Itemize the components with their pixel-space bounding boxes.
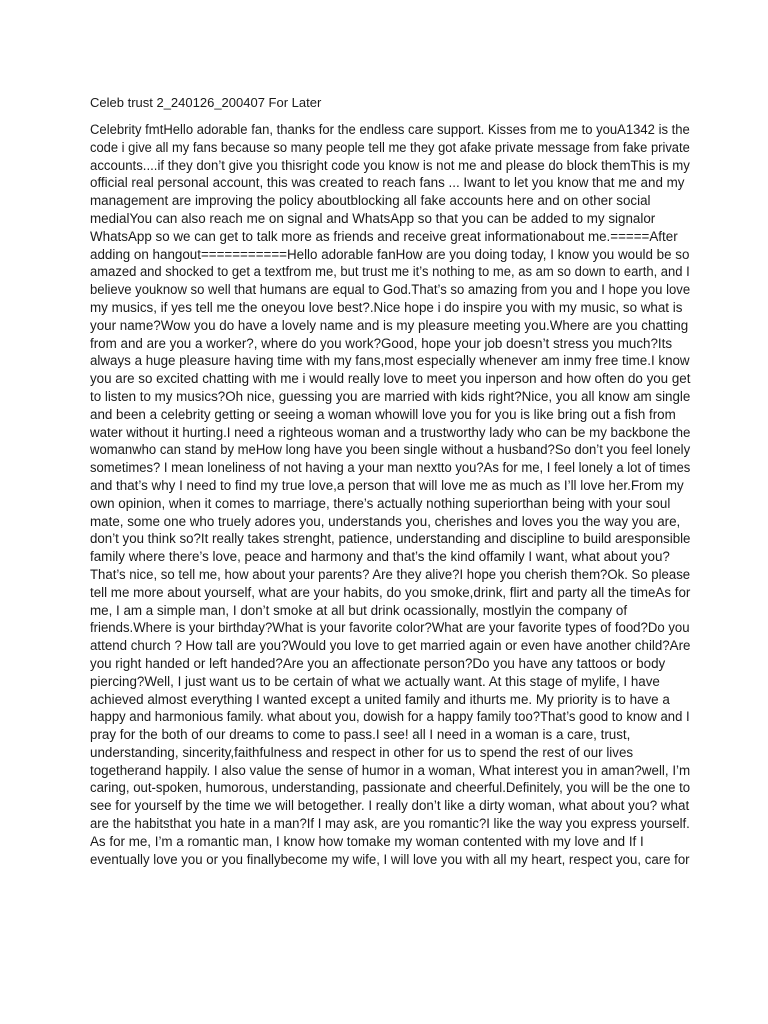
body-text-line: believe youknow so well that humans are equal to God.That’s so amazing from you and I hope you love bbox=[90, 282, 691, 298]
body-text-line: own opinion, when it comes to marriage, there’s actually nothing superiorthan being with your soul bbox=[90, 495, 671, 511]
body-text-line: togetherand happily. I also value the sense of humor in a woman, What interest you in aman?well, I’m bbox=[90, 762, 691, 778]
body-text-line: to listen to my musics?Oh nice, guessing you are married with kids right?Nice, you all know am single bbox=[90, 388, 691, 404]
body-text-line: water without it hurting.I need a righteous woman and a trustworthy lady who can be my backbone the bbox=[90, 424, 691, 440]
body-text-line: pray for the both of our dreams to come to pass.I see! all I need in a woman is a care, trust, bbox=[90, 727, 631, 743]
body-text-line: Celebrity fmtHello adorable fan, thanks for the endless care support. Kisses from me to youA1342 is the bbox=[90, 122, 690, 137]
body-text-line: attend church ? How tall are you?Would you love to get married again or even have another child?Are bbox=[90, 638, 691, 654]
document-title: Celeb trust 2_240126_200407 For Later bbox=[90, 95, 322, 110]
body-text-line: eventually love you or you finallybecome my wife, I will love you with all my heart, respect you, care for bbox=[90, 851, 690, 867]
body-text-line: That’s nice, so tell me, how about your parents? Are they alive?I hope you cherish them?Ok. So please bbox=[90, 566, 691, 582]
body-text-line: achieved almost everything I wanted except a united family and ithurts me. My priority is to have a bbox=[90, 691, 670, 707]
body-text-line: accounts....if they don’t give you thisright code you know is not me and please do block themThis is my bbox=[90, 157, 690, 173]
body-text-line: WhatsApp so we can get to talk more as friends and receive great informationabout me.=====After bbox=[90, 228, 678, 244]
body-text-line: always a huge pleasure having time with my fans,most especially whenever am inmy free time.I know bbox=[90, 353, 690, 369]
body-text-line: from and are you a worker?, where do you work?Good, hope your job doesn’t stress you much?Its bbox=[90, 335, 673, 351]
body-text-line: and been a celebrity getting or seeing a woman whowill love you for you is like bring out a fish from bbox=[90, 406, 676, 422]
body-text-line: are the habitsthat you hate in a man?If I may ask, are you romantic?I like the way you express yourself. bbox=[90, 816, 690, 832]
body-text-line: mate, some one who truely adores you, understands you, cherishes and loves you the way you are, bbox=[90, 513, 681, 529]
body-text-line: caring, out-spoken, humorous, understanding, passionate and cheerful.Definitely, you will be the one to bbox=[90, 780, 691, 796]
body-text-line: family where there’s love, peace and harmony and that’s the kind offamily I want, what about you? bbox=[90, 549, 670, 565]
body-text-line: code i give all my fans because so many people tell me they got afake private message from fake private bbox=[90, 139, 690, 155]
body-text-line: piercing?Well, I just want us to be certain of what we actually want. At this stage of mylife, I have bbox=[90, 673, 660, 689]
body-text-line: medialYou can also reach me on signal and WhatsApp so that you can be added to my signalor bbox=[90, 210, 656, 226]
body-text-line: sometimes? I mean loneliness of not having a your man nextto you?As for me, I feel lonely a lot of times bbox=[90, 460, 691, 476]
body-text-line: and that’s why I need to find my true love,a person that will love me as much as I’ll love her.From my bbox=[90, 477, 684, 493]
body-text-line: official real personal account, this was created to reach fans ... Iwant to let you know that me and my bbox=[90, 175, 685, 191]
body-text-line: happy and harmonious family. what about you, dowish for a happy family too?That’s good to know and I bbox=[90, 709, 690, 725]
body-text-line: me, I am a simple man, I don’t smoke at all but drink ocassionally, mostlyin the company of bbox=[90, 602, 628, 618]
body-text-line: As for me, I’m a romantic man, I know how tomake my woman contented with my love and If I bbox=[90, 833, 644, 849]
body-text-line: understanding, sincerity,faithfulness and respect in other for us to spend the rest of our lives bbox=[90, 744, 634, 760]
body-text-line: don’t you think so?It really takes strenght, patience, understanding and discipline to build aresponsible bbox=[90, 531, 691, 547]
body-text-line: see for yourself by the time we will betogether. I really don’t like a dirty woman, what about you? what bbox=[90, 798, 690, 814]
body-text-line: you right handed or left handed?Are you an affectionate person?Do you have any tattoos or body bbox=[90, 655, 666, 671]
body-text-line: your name?Wow you do have a lovely name and is my pleasure meeting you.Where are you chatting bbox=[90, 317, 689, 333]
body-text-line: amazed and shocked to get a textfrom me, but trust me it’s nothing to me, as am so down to earth, and I bbox=[90, 264, 690, 280]
document-body bbox=[90, 121, 690, 868]
body-text-line: my musics, if yes tell me the oneyou love best?.Nice hope i do inspire you with my music, so what is bbox=[90, 299, 683, 315]
body-text-line: adding on hangout===========Hello adorable fanHow are you doing today, I know you would be so bbox=[90, 246, 690, 262]
body-text-line: you are so excited chatting with me i would really love to meet you inperson and how often do you get bbox=[90, 371, 691, 387]
body-text-line: womanwho can stand by meHow long have you been single without a husband?So don’t you feel lonely bbox=[90, 442, 691, 458]
body-text-line: tell me more about yourself, what are your habits, do you smoke,drink, flirt and party all the timeAs for bbox=[90, 584, 691, 600]
body-text-line: management are improving the policy aboutblocking all fake accounts here and on other social bbox=[90, 193, 651, 209]
body-text-line: friends.Where is your birthday?What is your favorite color?What are your favorite types of food?Do you bbox=[90, 620, 690, 636]
